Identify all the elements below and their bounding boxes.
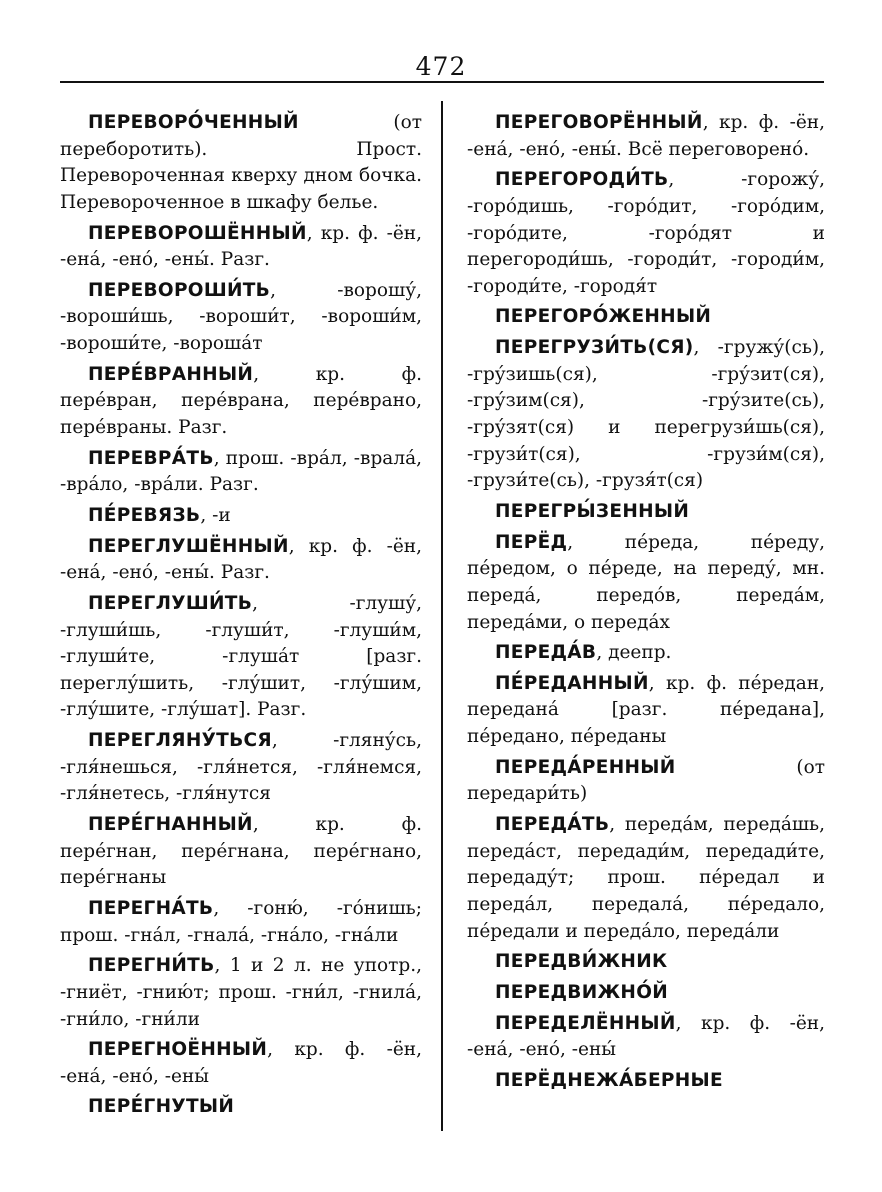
dictionary-entry [467,671,825,751]
dictionary-entry [467,167,825,300]
right-column [467,110,825,1098]
dictionary-entry [60,812,422,892]
dictionary-entry [60,278,422,358]
entry-headword: ПЕРЕ́ГНУТЫЙ [88,1096,235,1118]
dictionary-entry [60,534,422,587]
entry-headword: ПЕРЕДВИ́ЖНИК [495,951,668,973]
entry-text: , пе́реда, пе́реду, пе́редом, о пе́реде, на переду́, мн. переда́, передо́в, переда́м, переда́ми, о переда́х [467,531,825,633]
entry-headword: ПЕРЕДВИЖНО́Й [495,981,669,1003]
dictionary-entry [60,110,422,217]
entry-text: , -гляну́сь, -гля́нешься, -гля́нется, -гля́немся, -гля́нетесь, -гля́нутся [60,730,422,805]
entry-headword: ПЕРЕГОРО́ЖЕННЫЙ [495,306,712,328]
entry-headword: ПЕРЕГНОЁННЫЙ [88,1039,268,1061]
dictionary-entry [60,446,422,499]
entry-text: , -и [200,504,231,526]
dictionary-entry [467,1011,825,1064]
entry-text: (от переборотить). Прост. Перевороченная кверху дном бочка. Перевороченное в шкафу белье. [60,112,422,213]
dictionary-entry [467,640,825,667]
entry-text: , 1 и 2 л. не употр., -гниёт, -гнию́т; прош. -гни́л, -гнила́, -гни́ло, -гни́ли [60,955,422,1030]
entry-text: , кр. ф. -ён, -ена́, -ено́, -ены́. Всё переговорено́. [467,112,825,160]
dictionary-entry [467,755,825,808]
entry-text: , кр. ф. пе́редан, передана́ [разг. пе́редана], пе́редано, пе́реданы [467,672,825,748]
entry-headword: ПЕРЕГОРОДИ́ТЬ [495,169,669,191]
entry-text: , кр. ф. -ён, -ена́, -ено́, -ены́ [467,1012,825,1061]
entry-headword: ПЕРЕ́ВРАННЫЙ [88,363,254,385]
entry-headword: ПЕРЕГНИ́ТЬ [88,955,215,977]
entry-text: , -глушу́, -глуши́шь, -глуши́т, -глуши́м, -глуши́те, -глуша́т [разг. переглу́шить, -глу́шит, -глу́шим, -глу́шите, -глу́шат]. Разг. [60,592,422,721]
entry-headword: ПЕРЁДНЕЖА́БЕРНЫЕ [495,1069,723,1091]
header-rule [60,81,824,83]
entry-text: , кр. ф. -ён, -ена́, -ено́, -ены́. Разг. [60,535,422,584]
left-column [60,110,422,1125]
dictionary-entry [467,812,825,945]
entry-headword: ПЕРЕГНА́ТЬ [88,897,214,919]
dictionary-entry [60,591,422,724]
dictionary-entry [467,980,825,1007]
entry-headword: ПЕРЕГЛУШЁННЫЙ [88,535,289,557]
entry-text: , кр. ф. пере́вран, пере́врана, пере́врано, пере́враны. Разг. [60,363,422,439]
dictionary-entry [467,304,825,331]
column-divider [441,101,443,1131]
entry-headword: ПЕРЕГОВОРЁННЫЙ [495,112,703,133]
entry-text: (от передари́ть) [467,756,825,805]
dictionary-entry [60,896,422,949]
entry-headword: ПЕ́РЕВЯЗЬ [88,504,201,526]
entry-text: , кр. ф. -ён, -ена́, -ено́, -ены́ [60,1039,422,1087]
entry-text: , кр. ф. пере́гнан, пере́гнана, пере́гнано, пере́гнаны [60,814,422,889]
entry-text: , переда́м, переда́шь, переда́ст, передади́м, передади́те, передаду́т; прош. пе́редал и переда́л, передала́, пе́редало, пе́редали и переда́ло, переда́ли [467,814,825,942]
dictionary-entry [467,335,825,495]
entry-text: , прош. -вра́л, -врала́, -вра́ло, -вра́ли. Разг. [60,447,422,496]
dictionary-entry [467,949,825,976]
entry-headword: ПЕРЕДА́ТЬ [495,814,610,836]
entry-headword: ПЕРЁД [495,531,568,553]
entry-headword: ПЕРЕДЕЛЁННЫЙ [495,1012,676,1034]
entry-headword: ПЕРЕ́ГНАННЫЙ [88,814,253,836]
entry-headword: ПЕРЕДА́РЕННЫЙ [495,756,676,778]
entry-headword: ПЕРЕГЛУШИ́ТЬ [88,592,253,614]
dictionary-entry [467,1068,825,1095]
entry-headword: ПЕРЕВОРОШЁННЫЙ [88,222,307,244]
dictionary-entry [60,728,422,808]
entry-headword: ПЕРЕГРЫ́ЗЕННЫЙ [495,500,690,522]
entry-text: , кр. ф. -ён, -ена́, -ено́, -ены́. Разг. [60,222,422,271]
entry-text: , -гружу́(сь), -гру́зишь(ся), -гру́зит(ся), -гру́зим(ся), -гру́зите(сь), -гру́зят(ся) и перегрузи́шь(ся), -грузи́т(ся), -грузи́м(ся), -грузи́те(сь), -грузя́т(ся) [467,337,825,492]
entry-text: , -горожу́, -горо́дишь, -горо́дит, -горо́дим, -горо́дите, -горо́дят и перегороди́шь, -городи́т, -городи́м, -городи́те, -городя́т [467,169,825,297]
entry-headword: ПЕРЕДА́В [495,642,597,664]
entry-headword: ПЕРЕВРА́ТЬ [88,447,214,469]
dictionary-entry [467,530,825,637]
entry-headword: ПЕРЕВОРОШИ́ТЬ [88,279,271,301]
dictionary-entry [60,953,422,1033]
dictionary-entry [60,1037,422,1090]
page-number: 472 [415,52,467,81]
entry-headword: ПЕ́РЕДАННЫЙ [495,672,649,694]
dictionary-entry [60,503,422,530]
dictionary-entry [60,221,422,274]
dictionary-entry [60,362,422,442]
entry-headword: ПЕРЕГРУЗИ́ТЬ(СЯ) [495,337,694,359]
dictionary-entry [60,1094,422,1121]
dictionary-entry [467,499,825,526]
entry-headword: ПЕРЕВОРО́ЧЕННЫЙ [88,112,299,133]
entry-text: , -гоню́, -го́нишь; прош. -гна́л, -гнала́, -гна́ло, -гна́ли [60,897,422,946]
entry-headword: ПЕРЕГЛЯНУ́ТЬСЯ [88,730,272,752]
dictionary-entry [467,110,825,163]
entry-text: , -ворошу́, -вороши́шь, -вороши́т, -вороши́м, -вороши́те, -вороша́т [60,279,422,355]
entry-text: , деепр. [596,642,672,664]
